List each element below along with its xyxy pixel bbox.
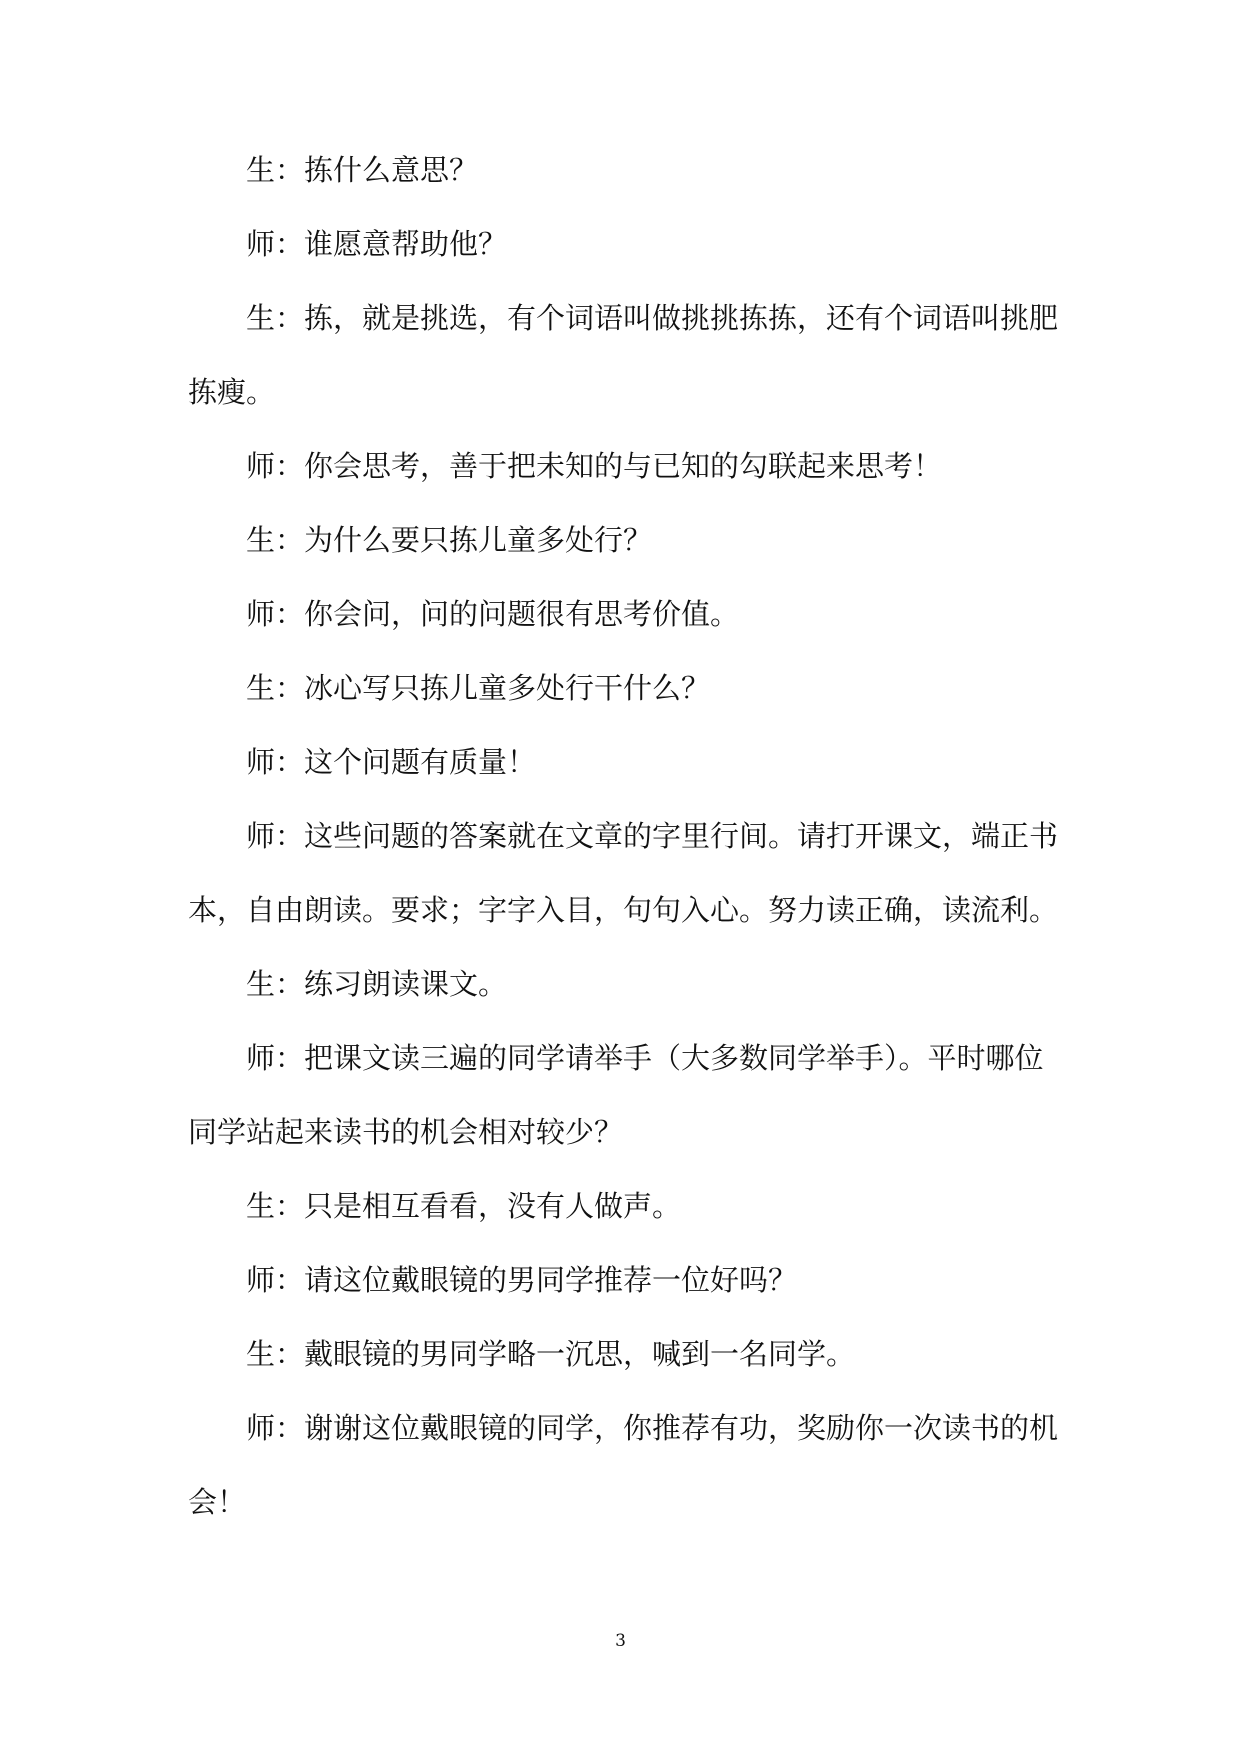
paragraph-line: 本，自由朗读。要求；字字入目，句句入心。努力读正确，读流利。 (188, 893, 1059, 927)
paragraph-line: 师：你会问，问的问题很有思考价值。 (246, 597, 740, 631)
paragraph-line: 会！ (188, 1485, 247, 1519)
paragraph-line: 师：谢谢这位戴眼镜的同学，你推荐有功，奖励你一次读书的机 (246, 1411, 1059, 1445)
paragraph-line: 生：为什么要只拣儿童多处行？ (246, 523, 653, 557)
paragraph-line: 生：只是相互看看，没有人做声。 (246, 1189, 682, 1223)
paragraph-line: 生：冰心写只拣儿童多处行干什么？ (246, 671, 711, 705)
paragraph-line: 师：谁愿意帮助他？ (246, 227, 508, 261)
paragraph-line: 生：拣，就是挑选，有个词语叫做挑挑拣拣，还有个词语叫挑肥 (246, 301, 1059, 335)
page-number: 3 (615, 1631, 626, 1651)
paragraph-line: 拣瘦。 (188, 375, 276, 409)
paragraph-line: 同学站起来读书的机会相对较少？ (188, 1115, 624, 1149)
paragraph-line: 师：这个问题有质量！ (246, 745, 537, 779)
paragraph-line: 师：把课文读三遍的同学请举手（大多数同学举手）。平时哪位 (246, 1041, 1044, 1075)
paragraph-line: 师：这些问题的答案就在文章的字里行间。请打开课文，端正书 (246, 819, 1059, 853)
paragraph-line: 生：戴眼镜的男同学略一沉思，喊到一名同学。 (246, 1337, 856, 1371)
paragraph-line: 生：拣什么意思？ (246, 153, 479, 187)
paragraph-line: 生：练习朗读课文。 (246, 967, 508, 1001)
paragraph-line: 师：你会思考，善于把未知的与已知的勾联起来思考！ (246, 449, 943, 483)
paragraph-line: 师：请这位戴眼镜的男同学推荐一位好吗？ (246, 1263, 798, 1297)
